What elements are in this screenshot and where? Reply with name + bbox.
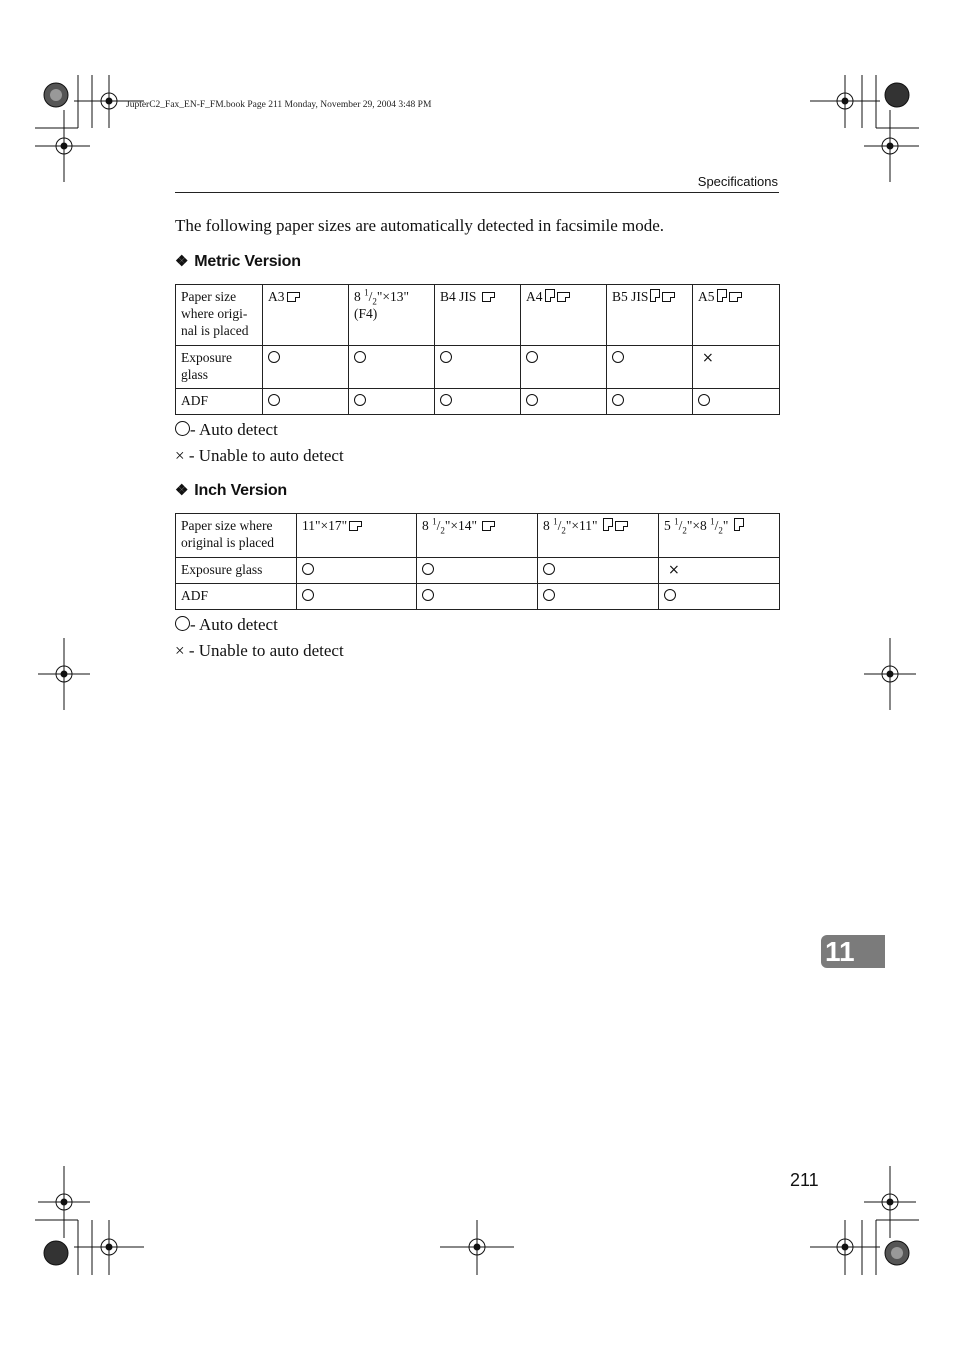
diamond-bullet-icon: ❖ <box>175 482 189 499</box>
auto-detect-icon <box>543 589 555 601</box>
portrait-paper-icon <box>717 289 727 302</box>
table-row <box>176 514 780 558</box>
landscape-paper-icon <box>482 292 495 302</box>
landscape-paper-icon <box>615 521 628 531</box>
landscape-paper-icon <box>662 292 675 302</box>
auto-detect-icon <box>543 563 555 575</box>
legend-unable-detect: × - Unable to auto detect <box>175 446 344 465</box>
row-label: ADF <box>176 389 263 415</box>
row-header-cell: Paper size where origi- nal is placed <box>176 285 263 346</box>
auto-detect-icon <box>612 394 624 406</box>
column-header: B4 JIS <box>435 285 521 346</box>
auto-detect-icon <box>526 394 538 406</box>
table-row <box>176 346 780 389</box>
auto-detect-icon <box>175 616 190 631</box>
metric-section-title: ❖ Metric Version <box>175 253 301 270</box>
landscape-paper-icon <box>349 521 362 531</box>
column-header: 8 $^1/_2"\times 13$" (F4) <box>349 285 435 346</box>
auto-detect-icon <box>354 351 366 363</box>
legend-auto-detect: - Auto detect <box>175 420 278 440</box>
table-row <box>176 389 780 415</box>
portrait-paper-icon <box>545 289 555 302</box>
row-label: Exposure glass <box>176 346 263 389</box>
printer-slug: JupterC2_Fax_EN-F_FM.book Page 211 Monday, November 29, 2004 3:48 PM <box>126 100 432 110</box>
row-label: ADF <box>176 584 297 610</box>
inch-section-title: ❖ Inch Version <box>175 482 287 499</box>
landscape-paper-icon <box>287 292 300 302</box>
column-header: 8 $^1/_2"\times 14$" <box>417 514 538 558</box>
auto-detect-icon <box>664 589 676 601</box>
unable-detect-icon: × <box>668 562 680 578</box>
metric-table <box>175 284 780 415</box>
portrait-paper-icon <box>650 289 660 302</box>
column-header: 8 $^1/_2"\times 11$" <box>538 514 659 558</box>
legend-auto-detect: - Auto detect <box>175 615 278 635</box>
auto-detect-icon <box>698 394 710 406</box>
chapter-tab: 11 <box>821 935 885 968</box>
auto-detect-icon <box>440 351 452 363</box>
column-header: B5 JIS <box>607 285 693 346</box>
unable-detect-icon: × <box>702 350 714 366</box>
unable-detect-icon: × <box>175 446 185 465</box>
portrait-paper-icon <box>734 518 744 531</box>
landscape-paper-icon <box>729 292 742 302</box>
table-row <box>176 584 780 610</box>
intro-paragraph: The following paper sizes are automatically detected in facsimile mode. <box>175 216 665 235</box>
column-header: 5 $^1/_2"\times 8$ $^1/_2$" <box>659 514 780 558</box>
running-head: Specifications <box>697 174 778 189</box>
auto-detect-icon <box>422 563 434 575</box>
auto-detect-icon <box>302 589 314 601</box>
auto-detect-icon <box>175 421 190 436</box>
auto-detect-icon <box>302 563 314 575</box>
column-header: A5 <box>693 285 780 346</box>
column-header: A4 <box>521 285 607 346</box>
portrait-paper-icon <box>603 518 613 531</box>
auto-detect-icon <box>526 351 538 363</box>
row-header-cell: Paper size where original is placed <box>176 514 297 558</box>
header-rule <box>175 192 779 193</box>
page-number: 211 <box>790 1170 819 1190</box>
auto-detect-icon <box>268 351 280 363</box>
table-row <box>176 558 780 584</box>
inch-table <box>175 513 780 610</box>
row-label: Exposure glass <box>176 558 297 584</box>
auto-detect-icon <box>354 394 366 406</box>
diamond-bullet-icon: ❖ <box>175 253 189 270</box>
legend-unable-detect: × - Unable to auto detect <box>175 641 344 660</box>
column-header: 11"×17" <box>297 514 417 558</box>
auto-detect-icon <box>422 589 434 601</box>
landscape-paper-icon <box>482 521 495 531</box>
auto-detect-icon <box>268 394 280 406</box>
unable-detect-icon: × <box>175 641 185 660</box>
auto-detect-icon <box>612 351 624 363</box>
column-header: A3 <box>263 285 349 346</box>
landscape-paper-icon <box>557 292 570 302</box>
table-row <box>176 285 780 346</box>
auto-detect-icon <box>440 394 452 406</box>
